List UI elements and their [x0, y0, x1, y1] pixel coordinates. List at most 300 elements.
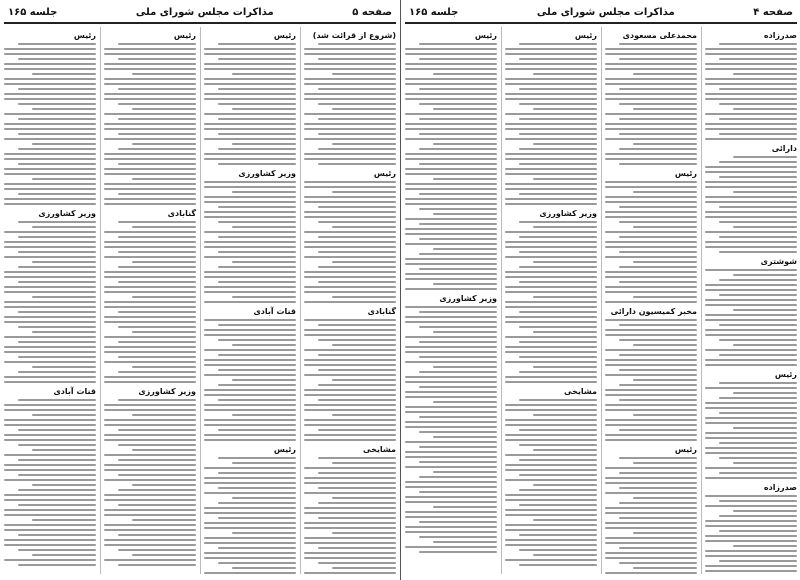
- text-line: [705, 525, 797, 527]
- text-line: [433, 541, 497, 543]
- speaker-heading: گنابادی: [367, 307, 396, 316]
- text-line: [419, 163, 497, 165]
- text-line: [204, 537, 296, 539]
- text-line: [605, 439, 697, 441]
- text-line: [719, 236, 797, 238]
- text-line: [505, 203, 597, 205]
- text-line: [405, 381, 497, 383]
- text-line: [204, 53, 296, 55]
- text-line: [605, 93, 697, 95]
- text-line: [304, 512, 396, 514]
- text-line: [104, 168, 196, 170]
- speaker-heading: دارائی: [771, 144, 797, 153]
- text-line: [505, 68, 597, 70]
- speaker-heading: مشایخی: [564, 387, 597, 396]
- text-line: [204, 359, 296, 361]
- text-line: [619, 369, 697, 371]
- text-line: [318, 562, 396, 564]
- text-line: [605, 153, 697, 155]
- text-line: [605, 492, 697, 494]
- text-line: [519, 133, 597, 135]
- text-line: [218, 547, 296, 549]
- text-line: [332, 261, 396, 263]
- speaker-heading: مشایخی: [363, 445, 396, 454]
- text-line: [104, 78, 196, 80]
- speaker-heading: وزیر کشاورزی: [539, 209, 597, 218]
- text-line: [318, 103, 396, 105]
- text-line: [705, 422, 797, 424]
- text-line: [204, 78, 296, 80]
- text-line: [204, 48, 296, 50]
- text-line: [605, 68, 697, 70]
- speaker-heading: صدرزاده: [763, 483, 797, 492]
- text-line: [405, 321, 497, 323]
- text-line: [204, 291, 296, 293]
- text-line: [505, 381, 597, 383]
- text-line: [304, 231, 396, 233]
- text-line: [104, 63, 196, 65]
- text-line: [218, 58, 296, 60]
- text-line: [118, 549, 196, 551]
- text-line: [533, 226, 597, 228]
- text-line: [705, 113, 797, 115]
- text-line: [519, 326, 597, 328]
- text-line: [4, 301, 96, 303]
- text-line: [719, 442, 797, 444]
- text-line: [605, 48, 697, 50]
- text-line: [304, 507, 396, 509]
- text-line: [318, 517, 396, 519]
- text-line: [318, 251, 396, 253]
- text-line: [104, 524, 196, 526]
- text-line: [304, 319, 396, 321]
- text-line: [619, 562, 697, 564]
- text-line: [4, 454, 96, 456]
- text-line: [605, 53, 697, 55]
- text-line: [633, 462, 697, 464]
- text-line: [332, 226, 396, 228]
- text-line: [204, 301, 296, 303]
- text-line: [533, 261, 597, 263]
- text-line: [419, 238, 497, 240]
- text-line: [118, 193, 196, 195]
- text-line: [505, 168, 597, 170]
- text-line: [705, 407, 797, 409]
- text-line: [304, 196, 396, 198]
- text-line: [304, 522, 396, 524]
- text-line: [519, 311, 597, 313]
- text-line: [519, 221, 597, 223]
- text-line: [318, 236, 396, 238]
- text-line: [204, 158, 296, 160]
- text-line: [733, 309, 797, 311]
- text-line: [304, 492, 396, 494]
- column-divider: [100, 27, 101, 574]
- text-line: [104, 98, 196, 100]
- text-line: [232, 379, 296, 381]
- text-line: [104, 316, 196, 318]
- text-line: [719, 354, 797, 356]
- text-line: [605, 512, 697, 514]
- text-line: [433, 108, 497, 110]
- text-line: [104, 434, 196, 436]
- text-line: [519, 118, 597, 120]
- text-line: [304, 181, 396, 183]
- text-line: [505, 529, 597, 531]
- text-line: [705, 417, 797, 419]
- text-line: [705, 432, 797, 434]
- text-line: [218, 517, 296, 519]
- text-line: [218, 399, 296, 401]
- text-line: [605, 394, 697, 396]
- text-line: [405, 316, 497, 318]
- text-line: [104, 419, 196, 421]
- text-line: [733, 344, 797, 346]
- text-line: [204, 482, 296, 484]
- text-line: [605, 364, 697, 366]
- text-line: [32, 143, 96, 145]
- text-line: [605, 329, 697, 331]
- text-line: [104, 246, 196, 248]
- text-line: [218, 236, 296, 238]
- text-line: [405, 451, 497, 453]
- text-line: [405, 233, 497, 235]
- text-line: [304, 128, 396, 130]
- text-line: [633, 379, 697, 381]
- text-line: [719, 118, 797, 120]
- text-line: [619, 384, 697, 386]
- text-line: [705, 319, 797, 321]
- text-line: [304, 482, 396, 484]
- text-line: [204, 276, 296, 278]
- text-line: [605, 98, 697, 100]
- text-line: [32, 331, 96, 333]
- text-line: [4, 93, 96, 95]
- text-line: [18, 88, 96, 90]
- text-line: [232, 261, 296, 263]
- text-line: [4, 494, 96, 496]
- text-line: [104, 351, 196, 353]
- text-line: [204, 394, 296, 396]
- text-line: [104, 68, 196, 70]
- text-line: [505, 321, 597, 323]
- text-line: [419, 326, 497, 328]
- text-line: [204, 201, 296, 203]
- text-line: [218, 133, 296, 135]
- text-line: [405, 93, 497, 95]
- text-line: [705, 359, 797, 361]
- text-line: [519, 429, 597, 431]
- text-line: [104, 439, 196, 441]
- text-line: [204, 256, 296, 258]
- text-line: [18, 133, 96, 135]
- text-line: [705, 329, 797, 331]
- text-line: [4, 158, 96, 160]
- text-line: [505, 128, 597, 130]
- speaker-heading: گنابادی: [167, 209, 196, 218]
- text-line: [304, 63, 396, 65]
- text-line: [104, 454, 196, 456]
- text-line: [332, 191, 396, 193]
- text-line: [332, 108, 396, 110]
- text-line: [519, 236, 597, 238]
- text-line: [505, 361, 597, 363]
- text-line: [304, 93, 396, 95]
- text-line: [405, 511, 497, 513]
- text-line: [705, 171, 797, 173]
- text-line: [605, 552, 697, 554]
- speaker-heading: (شروع از قرائت شد): [312, 31, 396, 40]
- text-line: [304, 349, 396, 351]
- text-line: [505, 63, 597, 65]
- text-line: [619, 324, 697, 326]
- text-line: [204, 542, 296, 544]
- text-line: [505, 291, 597, 293]
- text-line: [619, 88, 697, 90]
- text-line: [318, 133, 396, 135]
- text-line: [533, 73, 597, 75]
- speaker-heading: رئیس: [373, 169, 396, 178]
- text-line: [505, 123, 597, 125]
- text-line: [605, 196, 697, 198]
- text-line: [18, 236, 96, 238]
- text-line: [4, 316, 96, 318]
- text-line: [304, 409, 396, 411]
- text-line: [4, 529, 96, 531]
- text-line: [705, 68, 797, 70]
- text-line: [605, 334, 697, 336]
- text-line: [318, 547, 396, 549]
- text-line: [204, 557, 296, 559]
- text-line: [204, 507, 296, 509]
- text-line: [405, 516, 497, 518]
- text-line: [719, 397, 797, 399]
- text-line: [118, 399, 196, 401]
- text-line: [104, 173, 196, 175]
- text-line: [304, 53, 396, 55]
- text-line: [104, 83, 196, 85]
- text-line: [132, 108, 196, 110]
- text-line: [619, 251, 697, 253]
- text-line: [118, 103, 196, 105]
- text-line: [304, 389, 396, 391]
- text-line: [619, 487, 697, 489]
- text-line: [705, 495, 797, 497]
- text-line: [405, 173, 497, 175]
- text-line: [705, 535, 797, 537]
- text-line: [605, 158, 697, 160]
- text-line: [405, 391, 497, 393]
- text-line: [4, 128, 96, 130]
- text-line: [32, 414, 96, 416]
- text-line: [605, 276, 697, 278]
- text-line: [705, 246, 797, 248]
- text-line: [4, 203, 96, 205]
- text-line: [204, 409, 296, 411]
- text-line: [204, 231, 296, 233]
- text-line: [204, 527, 296, 529]
- text-line: [605, 522, 697, 524]
- text-line: [605, 482, 697, 484]
- text-line: [304, 138, 396, 140]
- text-line: [304, 271, 396, 273]
- text-line: [405, 113, 497, 115]
- text-line: [705, 123, 797, 125]
- text-line: [104, 301, 196, 303]
- text-line: [4, 256, 96, 258]
- text-line: [4, 188, 96, 190]
- text-line: [705, 437, 797, 439]
- text-line: [218, 339, 296, 341]
- text-line: [118, 459, 196, 461]
- text-line: [232, 108, 296, 110]
- column-divider: [701, 27, 702, 574]
- text-line: [633, 261, 697, 263]
- text-line: [232, 296, 296, 298]
- speaker-heading: وزیر کشاورزی: [138, 387, 196, 396]
- column-divider: [501, 27, 502, 574]
- text-line: [533, 178, 597, 180]
- text-line: [705, 63, 797, 65]
- text-line: [218, 266, 296, 268]
- text-line: [218, 457, 296, 459]
- text-line: [218, 206, 296, 208]
- text-column: [204, 27, 296, 574]
- text-line: [304, 552, 396, 554]
- text-line: [218, 487, 296, 489]
- text-line: [218, 118, 296, 120]
- text-line: [204, 389, 296, 391]
- text-line: [505, 93, 597, 95]
- text-line: [104, 128, 196, 130]
- text-line: [318, 487, 396, 489]
- text-line: [719, 206, 797, 208]
- text-line: [505, 494, 597, 496]
- text-line: [132, 366, 196, 368]
- text-line: [204, 98, 296, 100]
- text-line: [705, 349, 797, 351]
- text-line: [419, 461, 497, 463]
- text-line: [332, 379, 396, 381]
- text-line: [118, 341, 196, 343]
- text-line: [118, 88, 196, 90]
- text-line: [232, 344, 296, 346]
- text-line: [304, 572, 396, 574]
- text-line: [619, 429, 697, 431]
- text-line: [605, 424, 697, 426]
- text-line: [605, 542, 697, 544]
- text-line: [4, 514, 96, 516]
- text-line: [705, 565, 797, 567]
- text-line: [18, 58, 96, 60]
- text-line: [18, 341, 96, 343]
- text-line: [18, 459, 96, 461]
- text-line: [104, 424, 196, 426]
- text-line: [405, 406, 497, 408]
- text-line: [18, 399, 96, 401]
- text-line: [4, 376, 96, 378]
- text-line: [619, 133, 697, 135]
- text-line: [405, 48, 497, 50]
- text-line: [619, 118, 697, 120]
- text-line: [18, 281, 96, 283]
- text-line: [419, 491, 497, 493]
- text-line: [705, 477, 797, 479]
- text-line: [132, 414, 196, 416]
- text-line: [104, 153, 196, 155]
- text-line: [332, 143, 396, 145]
- text-line: [419, 193, 497, 195]
- text-line: [505, 286, 597, 288]
- text-line: [405, 153, 497, 155]
- speaker-heading: وزیر کشاورزی: [439, 294, 497, 303]
- text-line: [505, 276, 597, 278]
- text-line: [4, 53, 96, 55]
- text-line: [118, 534, 196, 536]
- text-line: [232, 226, 296, 228]
- text-line: [533, 449, 597, 451]
- text-column: [505, 27, 597, 574]
- text-line: [519, 399, 597, 401]
- text-line: [405, 396, 497, 398]
- text-line: [405, 346, 497, 348]
- text-line: [605, 291, 697, 293]
- text-line: [104, 231, 196, 233]
- text-line: [533, 143, 597, 145]
- text-line: [118, 564, 196, 566]
- text-line: [605, 138, 697, 140]
- text-line: [433, 331, 497, 333]
- text-line: [18, 489, 96, 491]
- text-line: [719, 472, 797, 474]
- text-line: [405, 258, 497, 260]
- text-line: [633, 497, 697, 499]
- text-line: [4, 271, 96, 273]
- text-line: [4, 113, 96, 115]
- text-line: [705, 550, 797, 552]
- text-line: [318, 43, 396, 45]
- text-line: [18, 43, 96, 45]
- text-line: [519, 549, 597, 551]
- text-line: [405, 486, 497, 488]
- page-number: صفحه ۴: [753, 6, 793, 18]
- text-line: [419, 416, 497, 418]
- text-line: [505, 83, 597, 85]
- text-line: [705, 138, 797, 140]
- text-line: [204, 522, 296, 524]
- text-line: [104, 544, 196, 546]
- text-line: [405, 243, 497, 245]
- text-line: [605, 572, 697, 574]
- text-line: [419, 133, 497, 135]
- text-line: [304, 424, 396, 426]
- text-line: [132, 296, 196, 298]
- text-line: [104, 509, 196, 511]
- text-line: [318, 88, 396, 90]
- text-line: [633, 73, 697, 75]
- text-line: [4, 241, 96, 243]
- text-line: [204, 216, 296, 218]
- text-line: [633, 567, 697, 569]
- text-line: [419, 268, 497, 270]
- text-line: [519, 43, 597, 45]
- text-line: [4, 539, 96, 541]
- text-line: [505, 173, 597, 175]
- text-line: [505, 78, 597, 80]
- text-line: [318, 472, 396, 474]
- text-line: [204, 424, 296, 426]
- text-line: [4, 78, 96, 80]
